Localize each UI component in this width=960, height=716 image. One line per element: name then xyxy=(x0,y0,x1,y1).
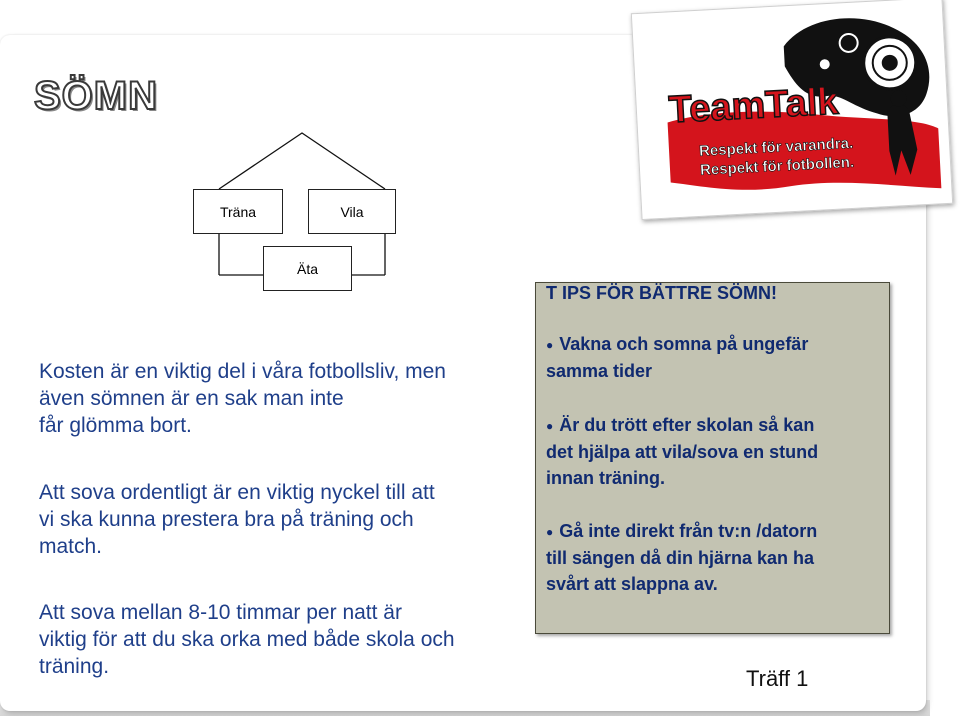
diagram-box-trana-label: Träna xyxy=(219,203,257,220)
tip-text: Är du trött efter skolan så kan xyxy=(559,415,815,435)
paragraph-line: viktig för att du ska orka med både skola och xyxy=(39,628,455,651)
tip-line: svårt att slappna av. xyxy=(546,574,718,595)
tip-item xyxy=(546,412,886,491)
bullet-icon: ● xyxy=(546,338,554,353)
teamtalk-logo-card xyxy=(631,0,953,220)
tip-line xyxy=(546,518,886,545)
tip-line: innan träning. xyxy=(546,468,665,489)
paragraph-diet-sleep xyxy=(39,358,529,439)
footer-label: Träff 1 xyxy=(746,666,809,691)
logo-slogan-line2: Respekt för fotbollen. xyxy=(699,153,855,179)
bullet-icon: ● xyxy=(546,525,554,540)
tip-item xyxy=(546,331,886,384)
triangle-outline xyxy=(219,133,385,189)
tip-line: till sängen då din hjärna kan ha xyxy=(546,548,815,569)
paragraph-line: Att sova ordentligt är en viktig nyckel till att xyxy=(39,481,435,504)
paragraph-line: Kosten är en viktig del i våra fotbollsliv, men xyxy=(39,360,446,383)
bullet-icon: ● xyxy=(546,419,554,434)
tip-line xyxy=(546,331,886,358)
paragraph-line: träning. xyxy=(39,655,110,678)
logo-slogan-line1: Respekt för varandra. xyxy=(698,134,854,160)
paragraph-line: vi ska kunna prestera bra på träning och xyxy=(39,508,414,531)
tip-line: samma tider xyxy=(546,361,653,382)
paragraph-line: får glömma bort. xyxy=(39,414,192,437)
paragraph-line: match. xyxy=(39,535,103,558)
paragraph-sleep-hours xyxy=(39,599,529,680)
diagram-box-trana xyxy=(193,189,283,234)
paragraph-line: Att sova mellan 8-10 timmar per natt är xyxy=(39,601,402,624)
paragraph-sleep-key xyxy=(39,479,529,560)
tip-line: det hjälpa att vila/sova en stund xyxy=(546,442,819,463)
diagram-box-ata-label: Äta xyxy=(296,260,318,277)
tip-line xyxy=(546,412,886,439)
slide-title: SÖMN xyxy=(34,74,158,118)
tip-item xyxy=(546,518,886,597)
diagram-box-vila xyxy=(308,189,396,234)
diagram-box-vila-label: Vila xyxy=(340,203,364,220)
paragraph-line: även sömnen är en sak man inte xyxy=(39,387,344,410)
tips-title: T IPS FÖR BÄTTRE SÖMN! xyxy=(546,283,777,303)
tip-text: Vakna och somna på ungefär xyxy=(559,334,809,354)
diagram-box-ata xyxy=(263,246,352,291)
teamtalk-logo xyxy=(632,0,952,219)
logo-brand-text: TeamTalk xyxy=(667,80,840,132)
tips-box xyxy=(535,282,890,634)
tip-text: Gå inte direkt från tv:n /datorn xyxy=(559,521,818,541)
